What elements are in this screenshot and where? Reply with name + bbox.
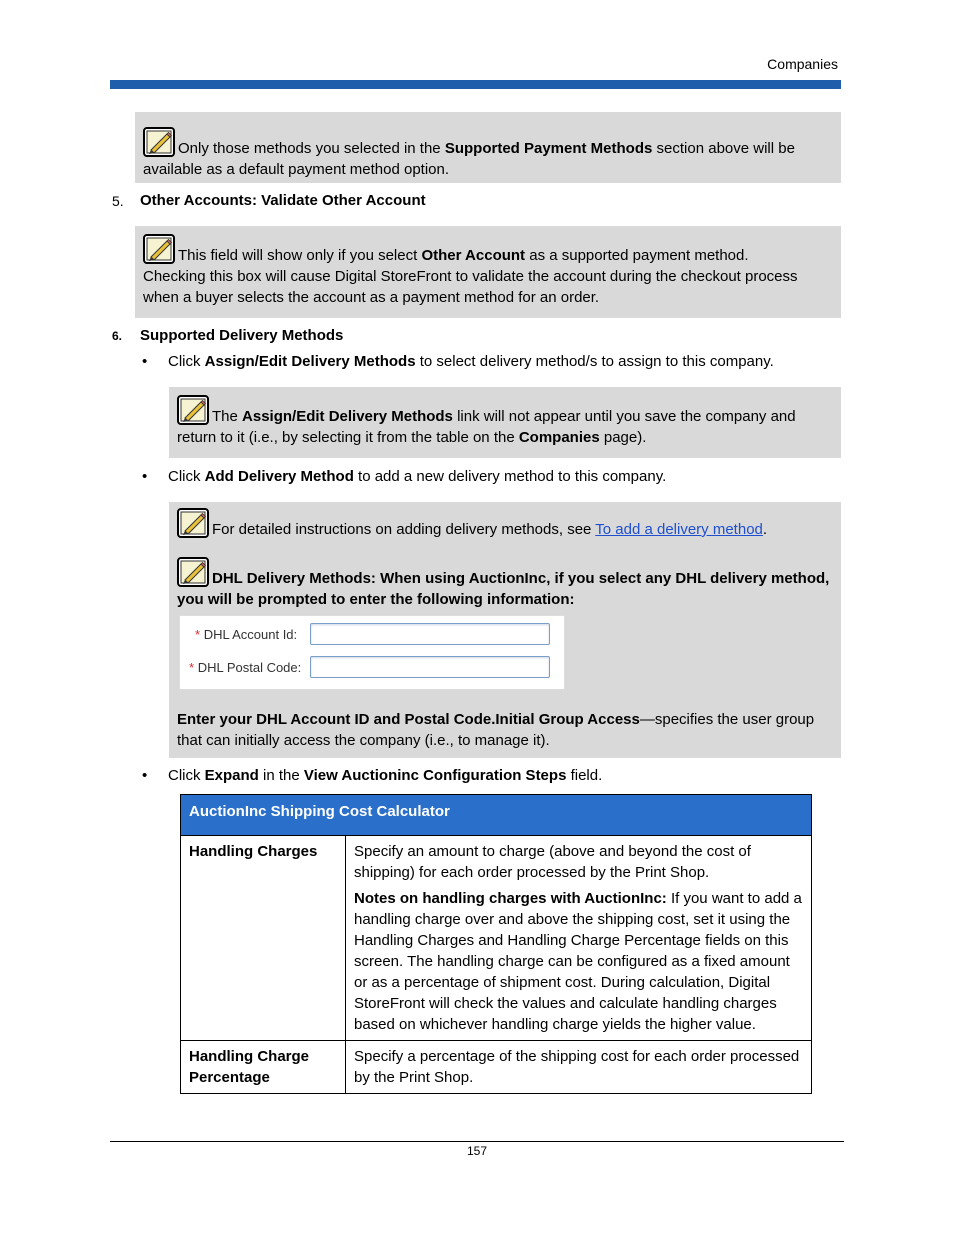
dhl-line1: DHL Delivery Methods: When using AuctionInc, if you select any DHL delivery method, [212,570,830,587]
step-5-title: Other Accounts: Validate Other Account [140,192,426,209]
dhl-form [179,615,565,690]
step-6-number: 6. [112,329,123,343]
footer-rule [110,1141,844,1142]
note2-line3: when a buyer selects the account as a payment method for an order. [143,289,600,306]
note-pencil-icon [177,508,209,538]
note-pencil-icon [177,395,209,425]
note1-text-end: section above will be [652,140,795,157]
row-description: Specify an amount to charge (above and beyond the cost of shipping) for each order processed by the Print Shop. Notes on handling charges with AuctionInc: If you want to add a handling charge over and above the shipping cost, set it using the Handling Charges and Handling Charge Percentage fields on this screen. The handling charge can be configured as a fixed amount or as a percentage of shipment cost. During calculation, Digital StoreFront will check the values and calculate handling charges based on whichever handling charge yields the higher value. [346,836,812,1041]
row-description: Specify a percentage of the shipping cost for each order processed by the Print Shop. [346,1041,812,1094]
note-pencil-icon [143,234,175,264]
note4-bottom: Enter your DHL Account ID and Postal Code.Initial Group Access—specifies the user group that can initially access the company (i.e., to manage it). [177,711,815,749]
dhl-postal-label: * DHL Postal Code: [189,660,302,675]
bullet-assign-delivery: Click Assign/Edit Delivery Methods to select delivery method/s to assign to this company. [168,353,774,370]
row-label: Handling Charge Percentage [181,1041,346,1094]
step-6-title: Supported Delivery Methods [140,327,344,344]
dhl-postal-code-input[interactable] [310,656,550,678]
note2-line2: Checking this box will cause Digital StoreFront to validate the account during the checkout process [143,268,798,285]
note-pencil-icon [177,557,209,587]
bullet-dot: • [142,767,148,784]
header-bar [110,80,841,89]
row-label: Handling Charges [181,836,346,1041]
note1-text: Only those methods you selected in the [178,140,445,157]
note-box-other-account [135,226,841,318]
note-pencil-icon [143,127,175,157]
dhl-account-id-input[interactable] [310,623,550,645]
table-row [181,1041,812,1094]
bullet-dot: • [142,353,148,370]
dhl-account-label: * DHL Account Id: [195,627,298,642]
note4-instructions: For detailed instructions on adding delivery methods, see To add a delivery method. [177,508,767,540]
note1-bold: Supported Payment Methods [444,140,653,157]
note-box-payment-methods [135,112,841,183]
bullet-expand: Click Expand in the View Auctioninc Configuration Steps field. [168,767,603,784]
note-box-assign-edit: The Assign/Edit Delivery Methods link will not appear until you save the company and return to it (i.e., by selecting it from the table on the Companies page). [169,387,841,458]
note2-bold: Other Account [421,247,526,264]
step-5-number: 5. [112,193,124,209]
running-header: Companies [767,56,838,72]
table-row [181,836,812,1041]
bullet-add-delivery: Click Add Delivery Method to add a new delivery method to this company. [168,468,667,485]
note1-line2: available as a default payment method option. [143,161,450,178]
table-header: AuctionInc Shipping Cost Calculator [181,795,812,836]
dhl-line2: you will be prompted to enter the following information: [177,591,575,608]
add-delivery-method-link[interactable]: To add a delivery method [595,521,763,538]
note2-text-end: as a supported payment method. [525,247,749,264]
note4-dhl [177,557,829,610]
bullet-dot: • [142,468,148,485]
page-number: 157 [466,1144,488,1158]
note2-text: This field will show only if you select [178,247,422,264]
auctioninc-table [180,794,812,1094]
